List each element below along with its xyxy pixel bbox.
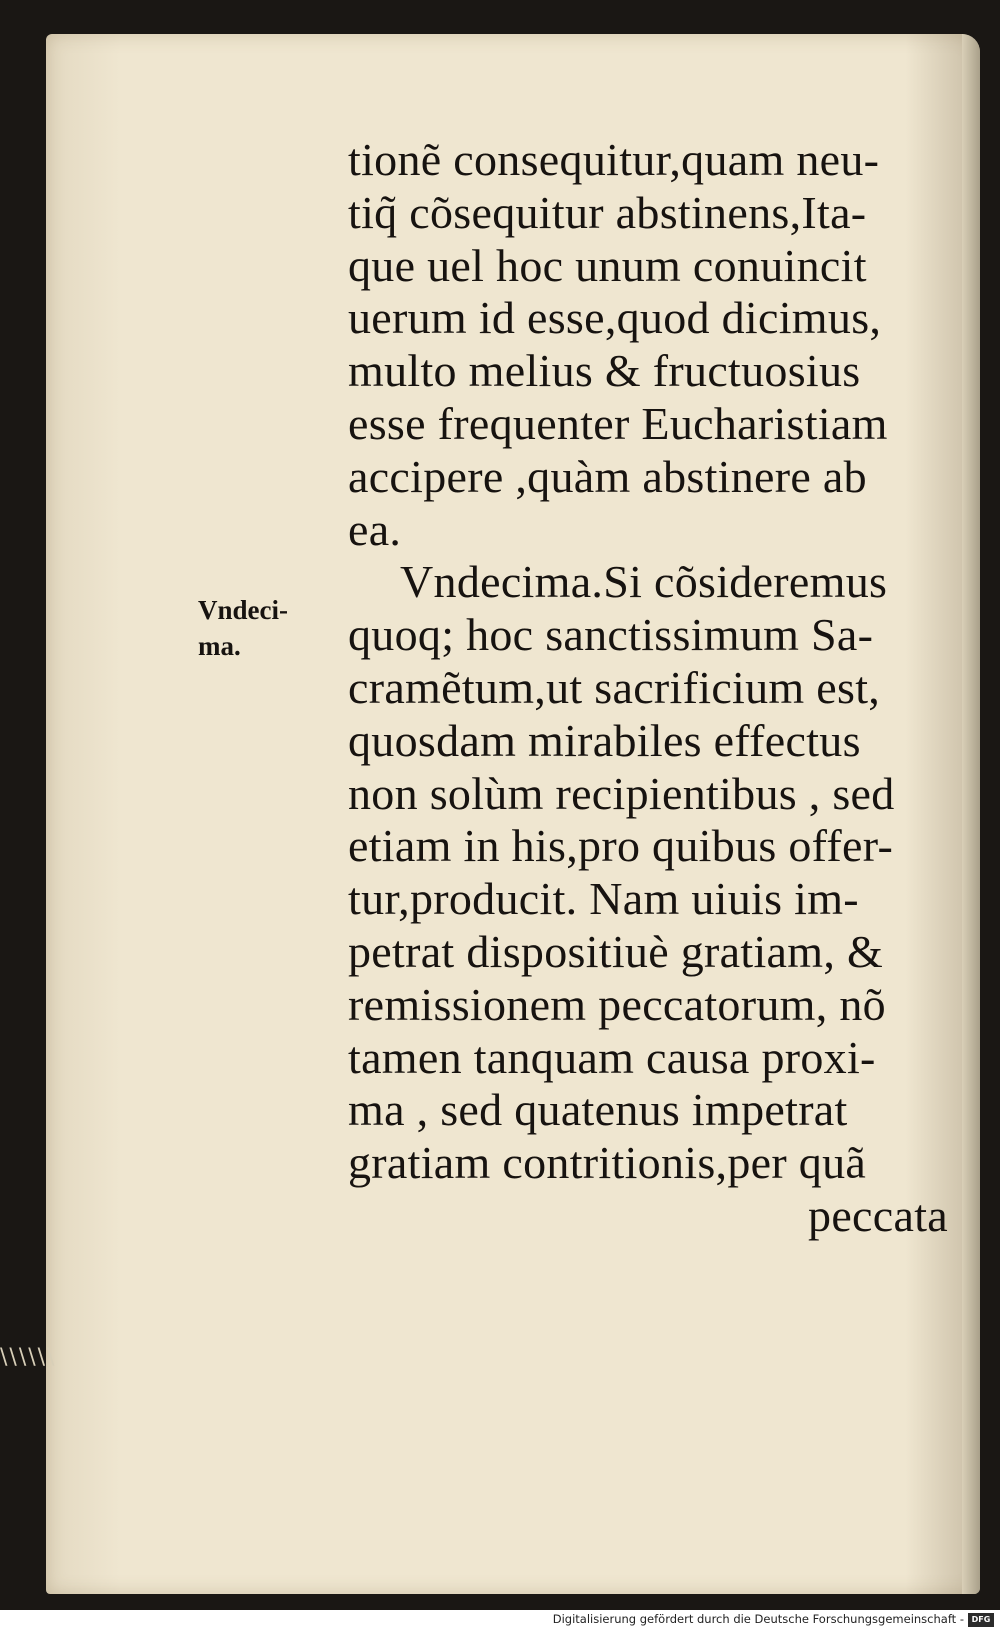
text-line: quosdam mirabiles effectus xyxy=(348,714,861,766)
text-line: tionẽ consequitur,quam neu- xyxy=(348,134,880,185)
text-line: etiam in his,pro quibus offer- xyxy=(348,820,894,872)
text-line: remissionem peccatorum, nõ xyxy=(348,978,886,1030)
text-line: esse frequenter Eucharistiam xyxy=(348,397,888,449)
digitization-footer xyxy=(0,1610,1000,1630)
text-line: quoq; hoc sanctissimum Sa- xyxy=(348,609,874,661)
text-line: ma , sed quatenus impetrat xyxy=(348,1084,848,1136)
text-line: accipere ,quàm abstinere ab xyxy=(348,450,867,502)
text-line: petrat dispositiuè gratiam, & xyxy=(348,925,884,977)
text-line: gratiam contritionis,per quã xyxy=(348,1137,867,1189)
margin-note-line: Vndeci- xyxy=(198,595,288,625)
text-line: tur,producit. Nam uiuis im- xyxy=(348,873,859,925)
footer-credit: Digitalisierung gefördert durch die Deutsche Forschungsgemeinschaft - xyxy=(552,1612,964,1626)
margin-note-line: ma. xyxy=(198,631,241,661)
text-line: tamen tanquam causa proxi- xyxy=(348,1031,876,1083)
binding-stitch-marks: \\\\\\ xyxy=(0,1345,57,1370)
text-line: que uel hoc unum conuincit xyxy=(348,239,867,291)
main-text xyxy=(348,134,958,1243)
text-line: non solùm recipientibus , sed xyxy=(348,767,895,819)
text-line: multo melius & fructuosius xyxy=(348,345,861,397)
text-line: ea. xyxy=(348,503,402,555)
text-line: tiq̃ cõsequitur abstinens,Ita- xyxy=(348,186,867,238)
text-line: uerum id esse,quod dicimus, xyxy=(348,292,882,344)
dfg-logo-icon: DFG xyxy=(968,1613,994,1627)
margin-note xyxy=(198,592,288,664)
page-edge xyxy=(962,34,980,1594)
text-line: Vndecima.Si cõsideremus xyxy=(400,556,888,608)
catchword: peccata xyxy=(808,1189,948,1241)
text-line: cramẽtum,ut sacrificium est, xyxy=(348,661,881,713)
